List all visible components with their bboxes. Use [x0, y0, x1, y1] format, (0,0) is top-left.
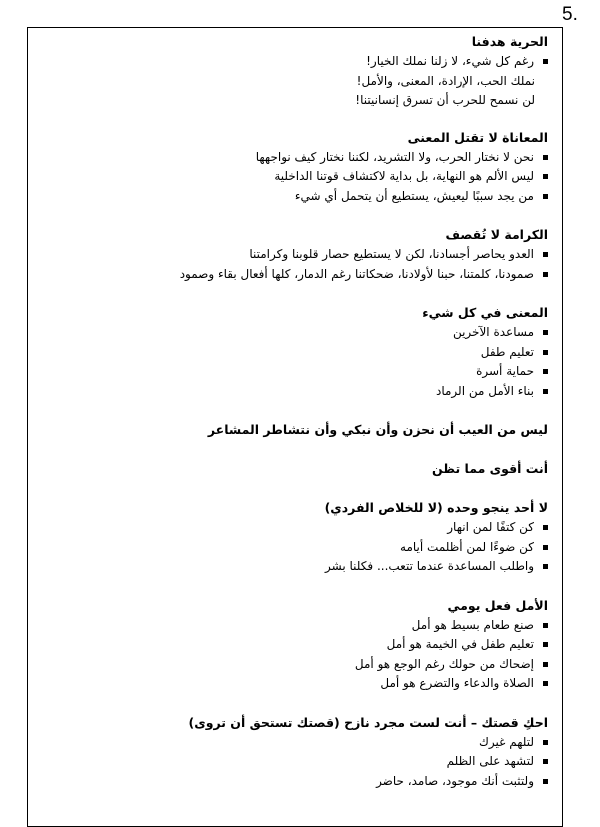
list-item: من يجد سببًا ليعيش، يستطيع أن يتحمل أي شيء [48, 187, 548, 207]
bullet-icon [543, 525, 548, 530]
list-item: كن كتفًا لمن انهار [48, 518, 548, 538]
bullet-icon [543, 59, 548, 64]
section-meaning [48, 303, 548, 401]
bullet-icon [543, 564, 548, 569]
bullet-icon [543, 623, 548, 628]
section-heading: الأمل فعل يومي [447, 597, 548, 613]
bullet-icon [543, 350, 548, 355]
section-stronger [48, 459, 548, 479]
bullet-list [48, 733, 548, 792]
text-line: نملك الحب، الإرادة، المعنى، والأمل! [356, 73, 535, 88]
list-item: إضحاك من حولك رغم الوجع هو أمل [48, 655, 548, 675]
text-line: لن نسمح للحرب أن تسرق إنسانيتنا! [355, 92, 535, 107]
list-item: صنع طعام بسيط هو أمل [48, 616, 548, 636]
section-heading: لا أحد ينجو وحده (لا للخلاص الفردي) [324, 500, 548, 515]
bullet-icon [543, 272, 548, 277]
bullet-icon [543, 681, 548, 686]
bullet-list [48, 148, 548, 207]
bullet-icon [543, 155, 548, 160]
list-item: رغم كل شيء، لا زلنا نملك الخيار! [48, 52, 548, 72]
bullet-icon [543, 194, 548, 199]
bullet-icon [543, 330, 548, 335]
bullet-list [48, 245, 548, 284]
bullet-icon [543, 740, 548, 745]
bullet-list [48, 616, 548, 694]
section-heading: ليس من العيب أن نحزن وأن نبكي وأن نتشاطر المشاعر [207, 422, 548, 437]
list-item: ليس الألم هو النهاية، بل بداية لاكتشاف قوتنا الداخلية [48, 167, 548, 187]
section-heading: المعنى في كل شيء [422, 305, 548, 320]
list-item: ولتثبت أنك موجود، صامد، حاضر [48, 772, 548, 792]
section-heading: احكِ قصتك – أنت لست مجرد نازح (قصتك تستحق أن تروى) [188, 714, 548, 730]
bullet-icon [543, 759, 548, 764]
document-content [48, 32, 548, 810]
list-item: الصلاة والدعاء والتضرع هو أمل [48, 674, 548, 694]
section-dignity [48, 225, 548, 284]
section-freedom [48, 32, 548, 110]
bullet-icon [543, 174, 548, 179]
bullet-icon [543, 369, 548, 374]
list-item: لتلهم غيرك [48, 733, 548, 753]
list-item: تعليم طفل [48, 343, 548, 363]
list-item: لتشهد على الظلم [48, 752, 548, 772]
section-heading: أنت أقوى مما تظن [432, 461, 548, 476]
bullet-icon [543, 779, 548, 784]
list-item: تعليم طفل في الخيمة هو أمل [48, 635, 548, 655]
list-item: بناء الأمل من الرماد [48, 382, 548, 402]
section-no-shame [48, 420, 548, 440]
section-heading: المعاناة لا تقتل المعنى [407, 129, 548, 145]
section-heading: الحرية هدفنا [471, 34, 548, 49]
bullet-icon [543, 389, 548, 394]
section-heading: الكرامة لا تُقصف [445, 227, 548, 242]
page-number: 5. [562, 4, 578, 25]
section-daily-hope [48, 596, 548, 694]
list-item: واطلب المساعدة عندما تتعب... فكلنا بشر [48, 557, 548, 577]
bullet-icon [543, 662, 548, 667]
list-item: كن ضوءًا لمن أظلمت أيامه [48, 538, 548, 558]
bullet-icon [543, 545, 548, 550]
bullet-list [48, 52, 548, 72]
bullet-icon [543, 252, 548, 257]
list-item: العدو يحاصر أجسادنا، لكن لا يستطيع حصار قلوبنا وكرامتنا [48, 245, 548, 265]
list-item: نحن لا نختار الحرب، ولا التشريد، لكننا نختار كيف نواجهها [48, 148, 548, 168]
list-item: حماية أسرة [48, 362, 548, 382]
section-suffering [48, 128, 548, 207]
section-solidarity [48, 498, 548, 577]
bullet-list [48, 323, 548, 401]
bullet-icon [543, 642, 548, 647]
section-tell-story [48, 713, 548, 792]
bullet-list [48, 518, 548, 577]
list-item: صمودنا، كلمتنا، حبنا لأولادنا، ضحكاتنا رغم الدمار، كلها أفعال بقاء وصمود [48, 265, 548, 285]
list-item: مساعدة الآخرين [48, 323, 548, 343]
